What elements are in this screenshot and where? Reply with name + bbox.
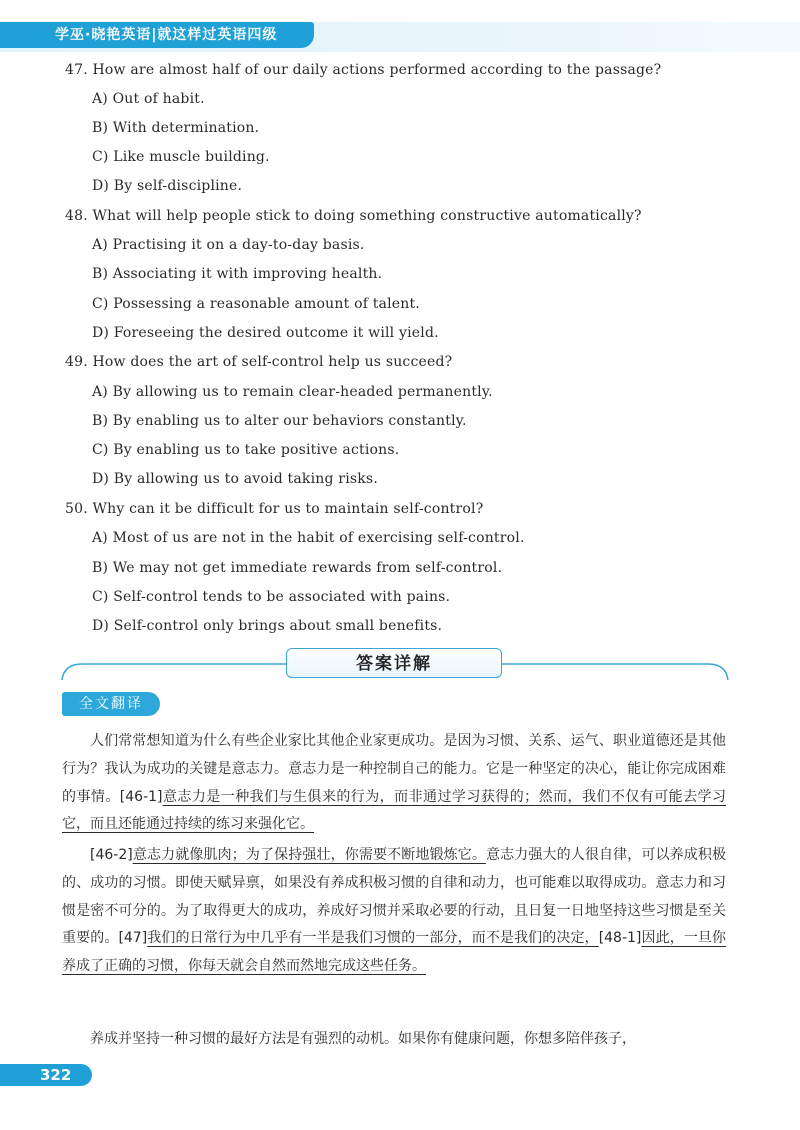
option: B) By enabling us to alter our behaviors constantly. — [92, 413, 467, 429]
translation-paragraph: 人们常常想知道为什么有些企业家比其他企业家更成功。是因为习惯、关系、运气、职业道德还是其他行为？我认为成功的关键是意志力。意志力是一种控制自己的能力。它是一种坚定的决心，能让你完成困难的事情。[46-1]意志力是一种我们与生俱来的行为，而非通过学习获得的；然而，我们不仅有可能去学习它，而且还能通过持续的练习来强化它。 — [62, 733, 726, 833]
running-header: 学巫·晓艳英语|就这样过英语四级 — [0, 22, 314, 48]
question-stem: 49. How does the art of self-control help us succeed? — [65, 354, 453, 370]
option: D) Foreseeing the desired outcome it will yield. — [92, 325, 439, 341]
translation-badge: 全文翻译 — [62, 692, 160, 716]
question-stem: 48. What will help people stick to doing something constructive automatically? — [65, 208, 642, 224]
option: A) Practising it on a day-to-day basis. — [92, 237, 365, 253]
option: D) By self-discipline. — [92, 178, 243, 194]
translation-paragraph: 养成并坚持一种习惯的最好方法是有强烈的动机。如果你有健康问题，你想多陪伴孩子， — [90, 1031, 636, 1047]
option: C) Self-control tends to be associated with pains. — [92, 589, 451, 605]
translation-paragraph: [46-2]意志力就像肌肉；为了保持强壮，你需要不断地锻炼它。意志力强大的人很自律，可以养成积极的、成功的习惯。即使天赋异禀，如果没有养成积极习惯的自律和动力，也可能难以取得成功。意志力和习惯是密不可分的。为了取得更大的成功，养成好习惯并采取必要的行动，且日复一日地坚持这些习惯是至关重要的。[47]我们的日常行为中几乎有一半是我们习惯的一部分，而不是我们的决定，[48-1]因此，一旦你养成了正确的习惯，你每天就会自然而然地完成这些任务。 — [62, 847, 727, 975]
option: A) Out of habit. — [92, 91, 205, 107]
question-stem: 50. Why can it be difficult for us to maintain self-control? — [65, 501, 484, 517]
option: B) We may not get immediate rewards from self-control. — [92, 560, 503, 576]
option: C) Like muscle building. — [92, 149, 270, 165]
option: B) Associating it with improving health. — [92, 266, 383, 282]
question-stem: 47. How are almost half of our daily actions performed according to the passage? — [65, 62, 662, 78]
option: D) Self-control only brings about small benefits. — [92, 618, 443, 634]
option: B) With determination. — [92, 120, 260, 136]
option: A) By allowing us to remain clear-headed permanently. — [92, 384, 493, 400]
option: C) By enabling us to take positive actions. — [92, 442, 400, 458]
answer-section-title: 答案详解 — [286, 648, 502, 678]
option: A) Most of us are not in the habit of exercising self-control. — [92, 530, 525, 546]
option: C) Possessing a reasonable amount of talent. — [92, 296, 420, 312]
page-number: 322 — [0, 1064, 92, 1086]
option: D) By allowing us to avoid taking risks. — [92, 471, 378, 487]
